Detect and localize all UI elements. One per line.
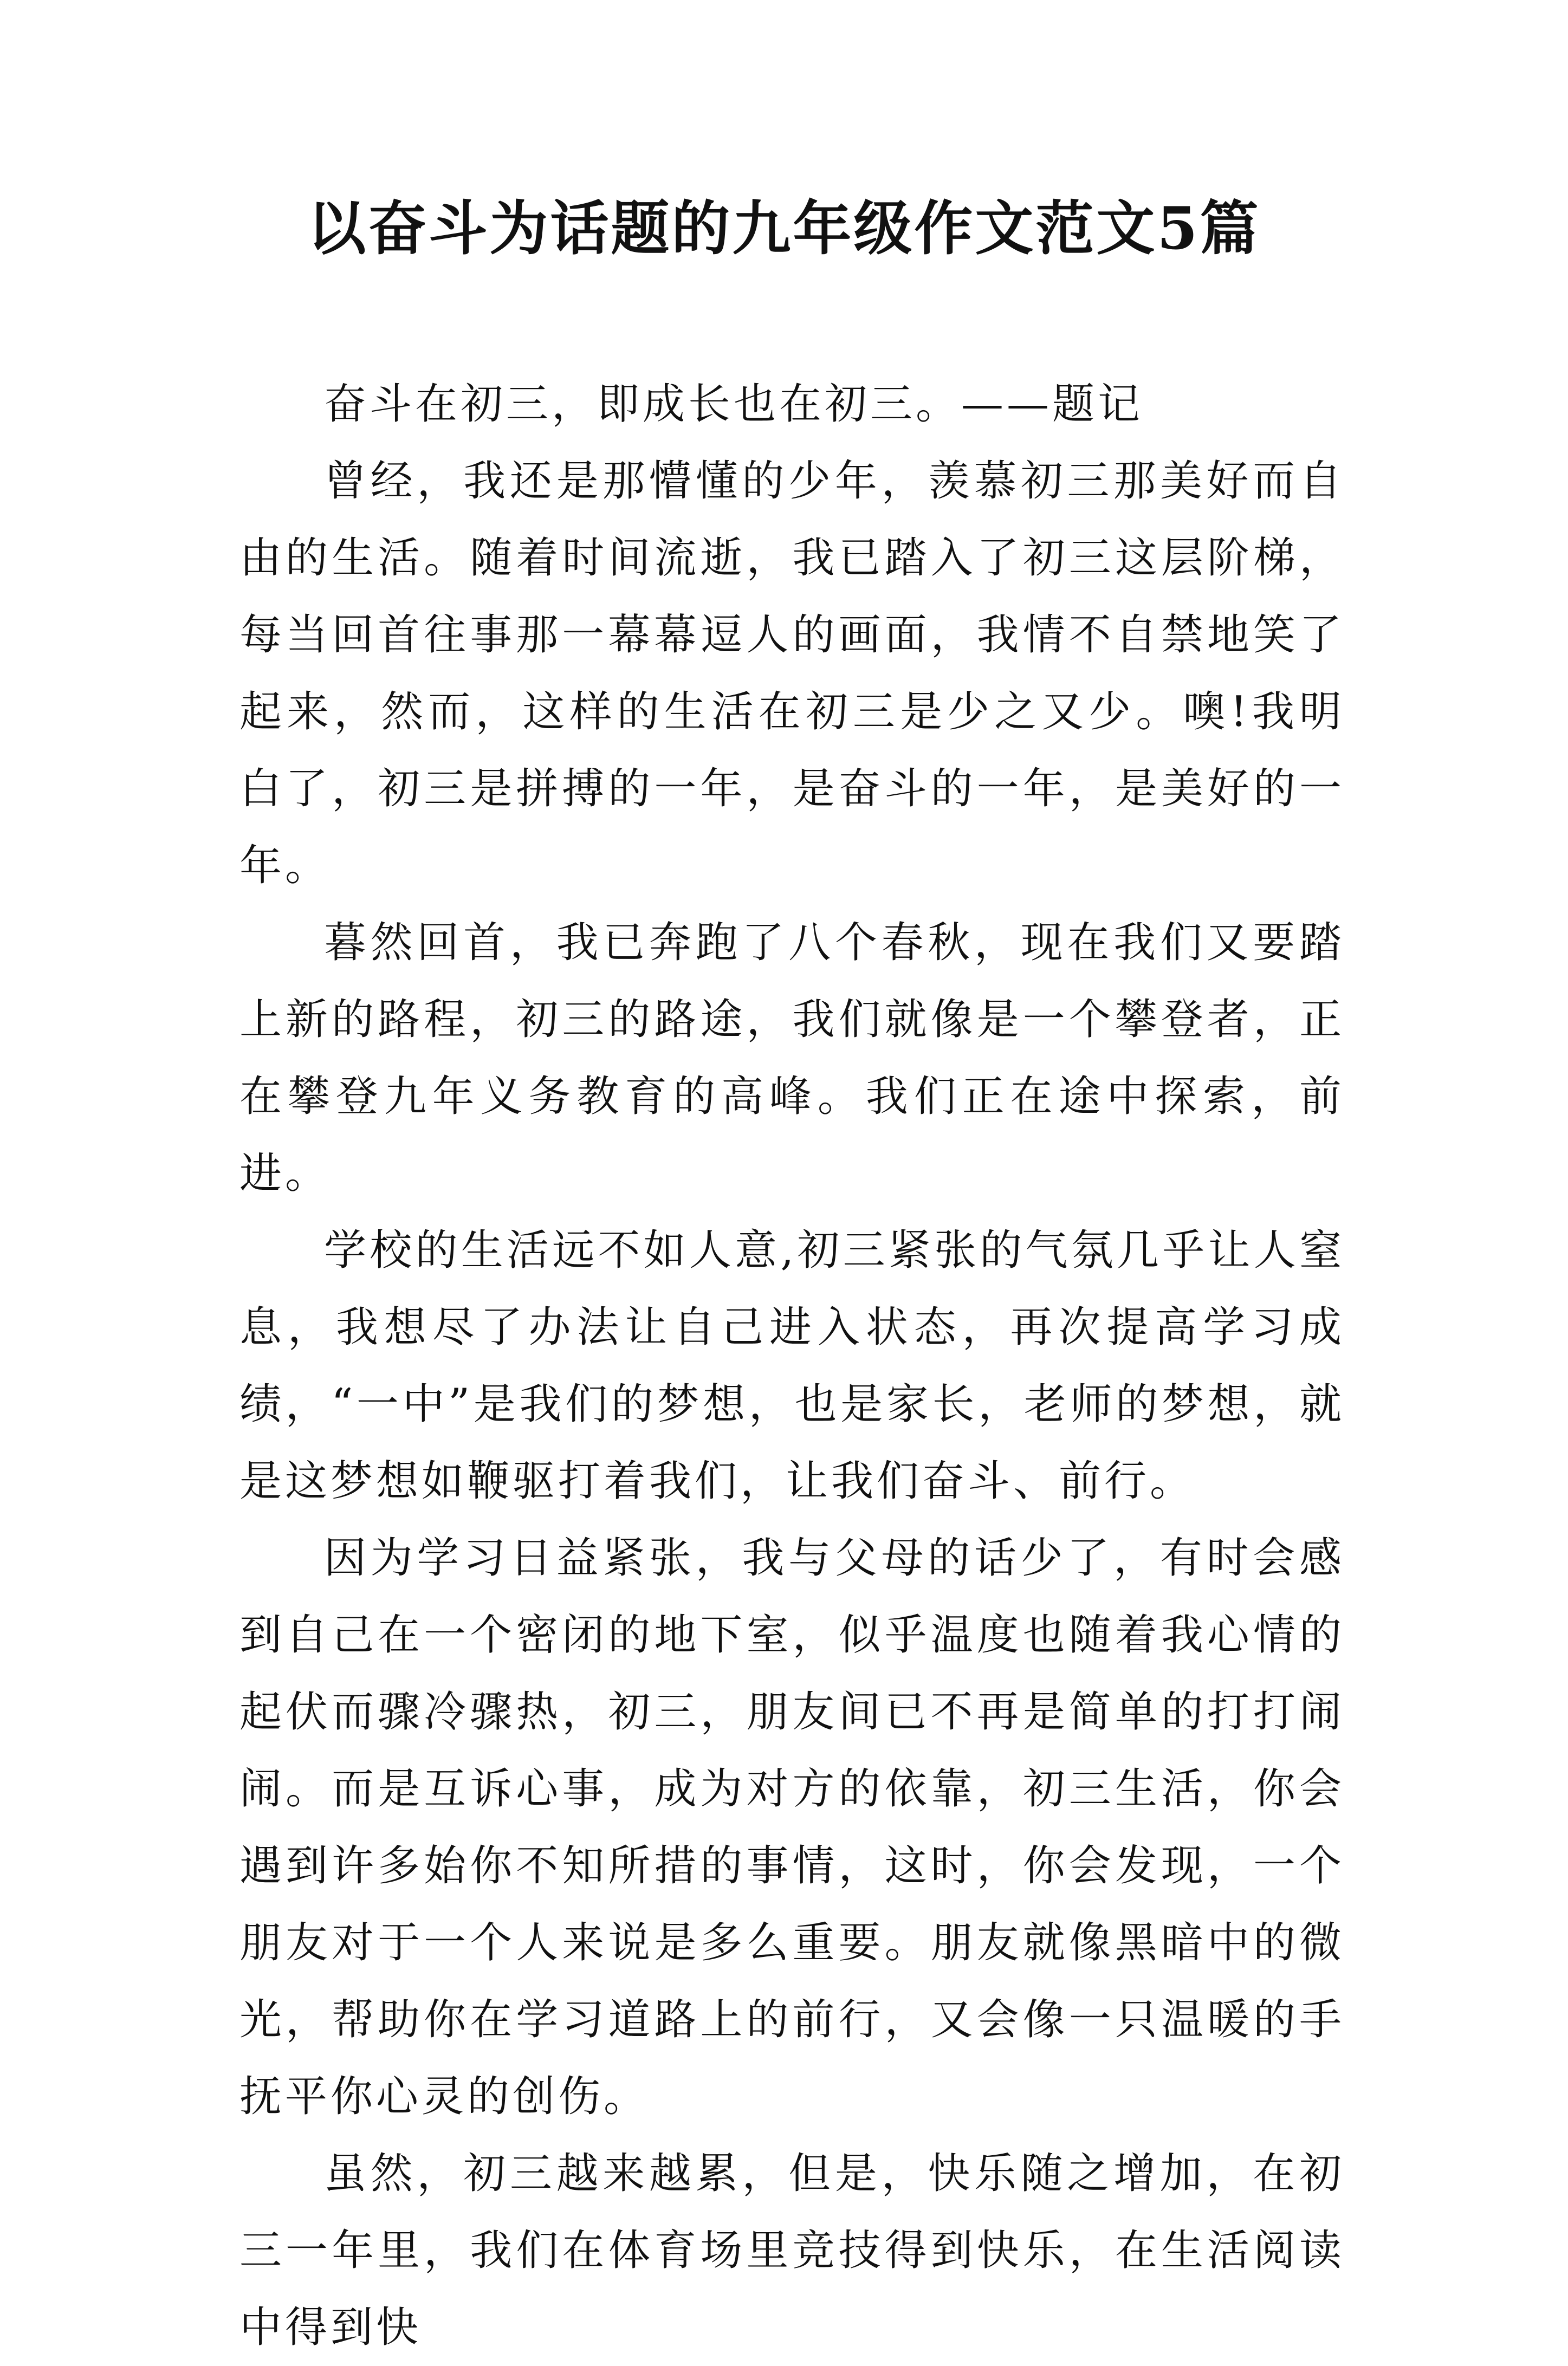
paragraph: 曾经，我还是那懵懂的少年，羡慕初三那美好而自由的生活。随着时间流逝，我已踏入了初三这层阶梯，每当回首往事那一幕幕逗人的画面，我情不自禁地笑了起来，然而，这样的生活在初三是少之又少。噢!我明白了，初三是拼搏的一年，是奋斗的一年，是美好的一年。 — [239, 457, 1345, 890]
paragraph: 虽然，初三越来越累，但是，快乐随之增加，在初三一年里，我们在体育场里竞技得到快乐，在生活阅读中得到快 — [239, 2149, 1345, 2352]
paragraph-epigraph: 奋斗在初三，即成长也在初三。——题记 — [324, 380, 1144, 429]
document-title: 以奋斗为话题的九年级作文范文5篇 — [307, 195, 1261, 263]
document-body — [239, 366, 1345, 2366]
paragraph: 因为学习日益紧张，我与父母的话少了，有时会感到自己在一个密闭的地下室，似乎温度也随着我心情的起伏而骤冷骤热，初三，朋友间已不再是简单的打打闹闹。而是互诉心事，成为对方的依靠，初三生活，你会遇到许多始你不知所措的事情，这时，你会发现，一个朋友对于一个人来说是多么重要。朋友就像黑暗中的微光，帮助你在学习道路上的前行，又会像一只温暖的手抚平你心灵的创伤。 — [239, 1534, 1345, 2121]
paragraph: 学校的生活远不如人意,初三紧张的气氛几乎让人窒息，我想尽了办法让自己进入状态，再次提高学习成绩，“一中”是我们的梦想，也是家长，老师的梦想，就是这梦想如鞭驱打着我们，让我们奋斗、前行。 — [239, 1226, 1345, 1506]
paragraph: 暮然回首，我已奔跑了八个春秋，现在我们又要踏上新的路程，初三的路途，我们就像是一个攀登者，正在攀登九年义务教育的高峰。我们正在途中探索，前进。 — [239, 918, 1345, 1198]
